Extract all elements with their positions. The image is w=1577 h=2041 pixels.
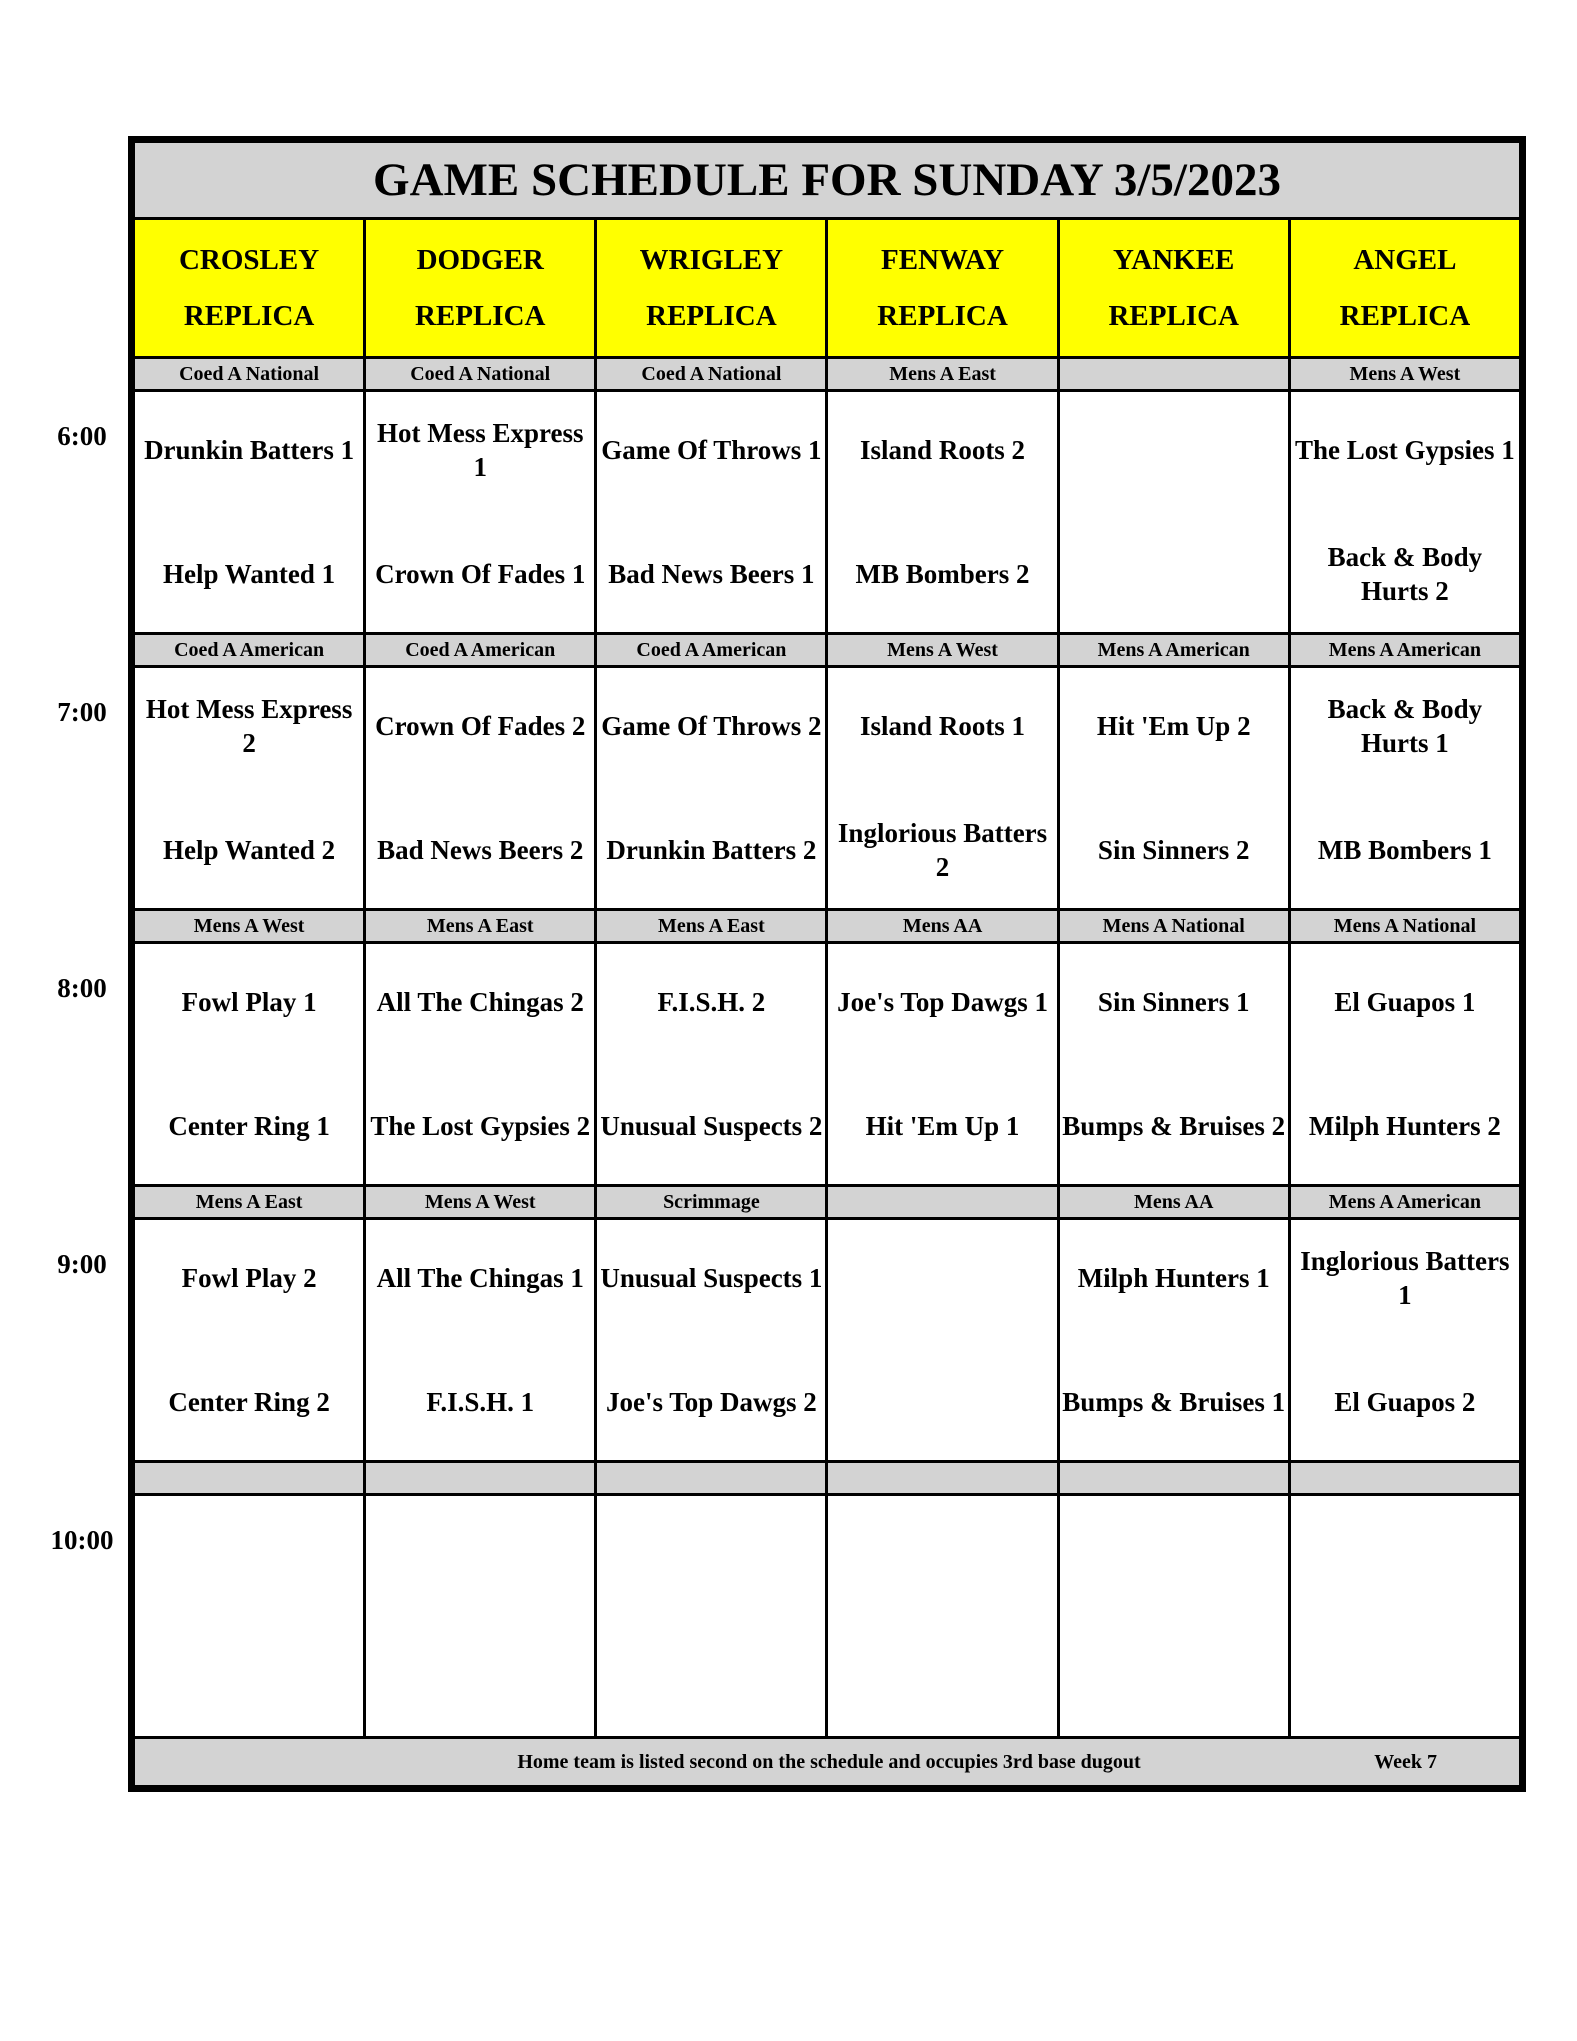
division-label: Mens A West	[365, 1186, 596, 1219]
away-team	[828, 1220, 1056, 1344]
field-subtitle: REPLICA	[877, 300, 1008, 332]
game-row	[134, 943, 1521, 1186]
home-team	[1060, 1620, 1288, 1736]
field-subtitle: REPLICA	[183, 300, 315, 332]
field-name: WRIGLEY	[639, 244, 784, 276]
away-team	[1060, 392, 1288, 516]
game-cell	[596, 1219, 827, 1462]
time-label: 7:00	[57, 696, 107, 727]
home-team	[1060, 516, 1288, 632]
division-row	[134, 1462, 1521, 1495]
game-cell	[827, 391, 1058, 634]
division-label: Coed A American	[365, 634, 596, 667]
division-label: Coed A American	[596, 634, 827, 667]
division-label: Mens A American	[1289, 634, 1520, 667]
field-subtitle: REPLICA	[414, 300, 546, 332]
game-row	[134, 1219, 1521, 1462]
home-team: Crown Of Fades 1	[375, 559, 586, 589]
home-team: Center Ring 1	[168, 1111, 330, 1141]
field-header	[1289, 219, 1520, 358]
time-label: 10:00	[50, 1524, 114, 1555]
field-name: CROSLEY	[178, 244, 320, 276]
home-team: Center Ring 2	[168, 1387, 330, 1417]
division-row	[134, 1186, 1521, 1219]
division-label: Mens A National	[1058, 910, 1289, 943]
game-cell	[1289, 1495, 1520, 1738]
away-team: Island Roots 1	[860, 711, 1026, 741]
field-header	[827, 219, 1058, 358]
division-label: Mens A National	[1289, 910, 1520, 943]
home-team: Milph Hunters 2	[1308, 1111, 1501, 1141]
field-header-row	[134, 219, 1521, 358]
game-cell	[827, 1495, 1058, 1738]
game-cell	[1058, 943, 1289, 1186]
away-team: Fowl Play 2	[181, 1263, 317, 1293]
home-team: Help Wanted 1	[163, 559, 336, 589]
away-team: Fowl Play 1	[181, 987, 317, 1017]
game-cell	[365, 1219, 596, 1462]
away-team	[1060, 1496, 1288, 1620]
game-cell	[1058, 391, 1289, 634]
game-cell	[365, 943, 596, 1186]
away-team	[597, 1496, 825, 1620]
away-team: Hot Mess Express 1	[376, 418, 584, 482]
division-label: Mens A East	[827, 358, 1058, 391]
division-label	[1058, 1462, 1289, 1495]
home-team: MB Bombers 1	[1317, 835, 1492, 865]
away-team	[135, 1496, 363, 1620]
home-team	[1291, 1620, 1519, 1736]
division-label	[365, 1462, 596, 1495]
game-cell	[365, 667, 596, 910]
footer-note: Home team is listed second on the schedule and occupies 3rd base dugout	[517, 1750, 1141, 1773]
field-name: YANKEE	[1112, 244, 1235, 276]
division-row	[134, 358, 1521, 391]
home-team: Sin Sinners 2	[1097, 835, 1250, 865]
away-team: All The Chingas 2	[376, 987, 584, 1017]
schedule-table	[132, 140, 1522, 1788]
field-name: DODGER	[416, 244, 544, 276]
field-name: FENWAY	[881, 244, 1005, 276]
away-team: Joe's Top Dawgs 1	[837, 987, 1048, 1017]
game-cell	[134, 391, 365, 634]
division-label	[134, 1462, 365, 1495]
away-team: El Guapos 1	[1334, 987, 1476, 1017]
game-cell	[827, 1219, 1058, 1462]
footer-row	[134, 1738, 1521, 1787]
home-team	[828, 1344, 1056, 1460]
away-team: The Lost Gypsies 1	[1294, 435, 1515, 465]
away-team: Game Of Throws 2	[601, 711, 822, 741]
week-label: Week 7	[1374, 1750, 1437, 1773]
field-header	[365, 219, 596, 358]
time-label: 6:00	[57, 420, 107, 451]
division-label	[1289, 1462, 1520, 1495]
division-label: Coed A National	[596, 358, 827, 391]
home-team	[828, 1620, 1056, 1736]
game-cell	[1058, 1219, 1289, 1462]
game-row	[134, 391, 1521, 634]
game-cell	[134, 667, 365, 910]
division-label: Mens A East	[134, 1186, 365, 1219]
division-row	[134, 910, 1521, 943]
page-title: GAME SCHEDULE FOR SUNDAY 3/5/2023	[134, 142, 1521, 219]
away-team: Drunkin Batters 1	[144, 435, 355, 465]
schedule-sheet	[128, 136, 1526, 1792]
home-team	[135, 1620, 363, 1736]
game-cell	[1289, 667, 1520, 910]
home-team: Inglorious Batters 2	[837, 818, 1048, 882]
division-label	[596, 1462, 827, 1495]
division-label: Mens A American	[1058, 634, 1289, 667]
field-subtitle: REPLICA	[646, 300, 777, 332]
division-label	[1058, 358, 1289, 391]
time-label: 9:00	[57, 1248, 107, 1279]
field-header	[1058, 219, 1289, 358]
away-team: Crown Of Fades 2	[375, 711, 586, 741]
game-cell	[134, 1495, 365, 1738]
away-team	[366, 1496, 594, 1620]
division-label: Scrimmage	[596, 1186, 827, 1219]
division-label: Mens AA	[1058, 1186, 1289, 1219]
game-cell	[365, 1495, 596, 1738]
home-team: Unusual Suspects 2	[600, 1111, 823, 1141]
division-label	[827, 1186, 1058, 1219]
home-team: Back & Body Hurts 2	[1327, 542, 1483, 606]
home-team: Bad News Beers 1	[608, 559, 815, 589]
away-team: All The Chingas 1	[376, 1263, 584, 1293]
division-row	[134, 634, 1521, 667]
home-team	[366, 1620, 594, 1736]
game-cell	[596, 943, 827, 1186]
game-row	[134, 667, 1521, 910]
division-label: Mens A American	[1289, 1186, 1520, 1219]
field-header	[134, 219, 365, 358]
division-label	[827, 1462, 1058, 1495]
field-subtitle: REPLICA	[1339, 300, 1471, 332]
home-team: Drunkin Batters 2	[606, 835, 817, 865]
field-name: ANGEL	[1353, 244, 1457, 276]
away-team: F.I.S.H. 2	[657, 987, 766, 1017]
game-cell	[365, 391, 596, 634]
game-cell	[596, 391, 827, 634]
game-cell	[1058, 667, 1289, 910]
home-team: F.I.S.H. 1	[426, 1387, 535, 1417]
away-team: Hot Mess Express 2	[145, 694, 353, 758]
home-team: Help Wanted 2	[163, 835, 336, 865]
division-label: Mens A West	[1289, 358, 1520, 391]
home-team: Joe's Top Dawgs 2	[605, 1387, 817, 1417]
game-cell	[134, 943, 365, 1186]
away-team: Unusual Suspects 1	[600, 1263, 823, 1293]
division-label: Mens A East	[365, 910, 596, 943]
away-team: Hit 'Em Up 2	[1096, 711, 1251, 741]
home-team: The Lost Gypsies 2	[370, 1111, 591, 1141]
away-team: Sin Sinners 1	[1097, 987, 1250, 1017]
game-cell	[134, 1219, 365, 1462]
game-cell	[1289, 391, 1520, 634]
game-row	[134, 1495, 1521, 1738]
time-label: 8:00	[57, 972, 107, 1003]
home-team: Bumps & Bruises 2	[1062, 1111, 1286, 1141]
game-cell	[1289, 1219, 1520, 1462]
away-team: Inglorious Batters 1	[1300, 1246, 1510, 1310]
division-label: Mens A West	[827, 634, 1058, 667]
footer-cell	[134, 1738, 1521, 1787]
game-cell	[827, 943, 1058, 1186]
away-team: Back & Body Hurts 1	[1327, 694, 1483, 758]
away-team	[1291, 1496, 1519, 1620]
home-team: Bumps & Bruises 1	[1062, 1387, 1286, 1417]
division-label: Coed A National	[134, 358, 365, 391]
division-label: Coed A American	[134, 634, 365, 667]
away-team	[828, 1496, 1056, 1620]
away-team: Island Roots 2	[860, 435, 1026, 465]
game-cell	[1289, 943, 1520, 1186]
title-row	[134, 142, 1521, 219]
home-team	[597, 1620, 825, 1736]
away-team: Game Of Throws 1	[601, 435, 822, 465]
division-label: Mens AA	[827, 910, 1058, 943]
home-team: Hit 'Em Up 1	[865, 1111, 1020, 1141]
game-cell	[596, 667, 827, 910]
field-subtitle: REPLICA	[1108, 300, 1239, 332]
home-team: MB Bombers 2	[855, 559, 1030, 589]
field-header	[596, 219, 827, 358]
home-team: El Guapos 2	[1334, 1387, 1476, 1417]
home-team: Bad News Beers 2	[377, 835, 584, 865]
game-cell	[1058, 1495, 1289, 1738]
game-cell	[596, 1495, 827, 1738]
division-label: Mens A East	[596, 910, 827, 943]
game-cell	[827, 667, 1058, 910]
away-team: Milph Hunters 1	[1077, 1263, 1270, 1293]
division-label: Mens A West	[134, 910, 365, 943]
division-label: Coed A National	[365, 358, 596, 391]
